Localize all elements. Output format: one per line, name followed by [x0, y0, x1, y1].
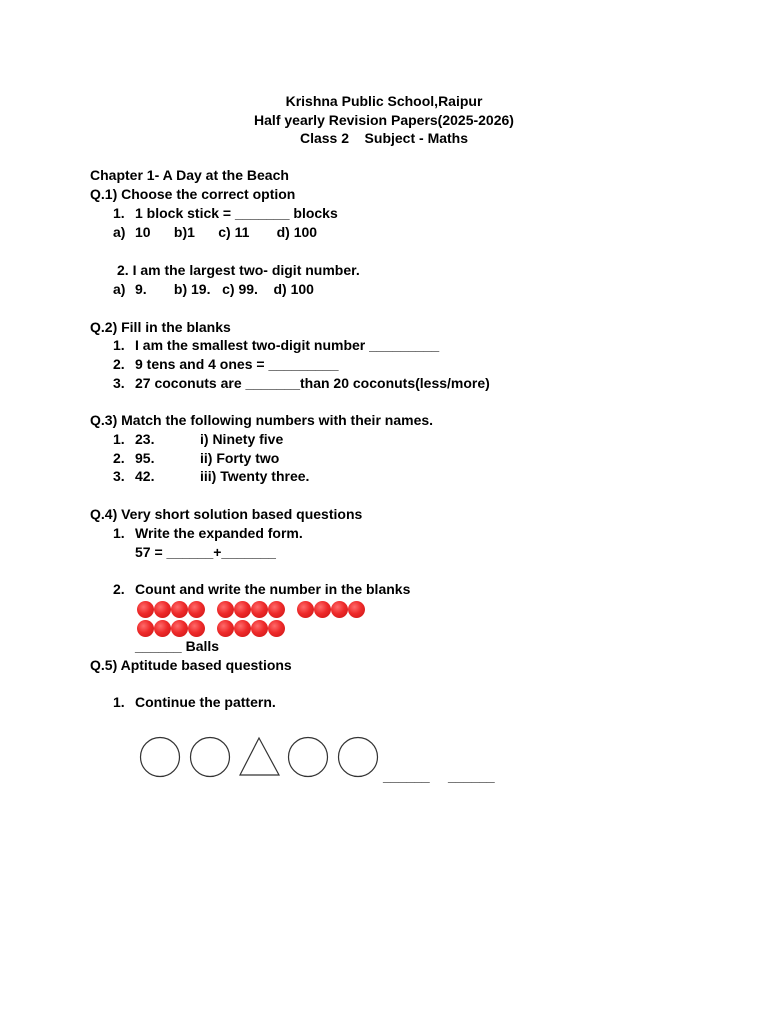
ball	[268, 620, 285, 637]
q2-item3-num: 3.	[113, 375, 125, 391]
circle-shape	[289, 738, 328, 777]
q1-item2-text: 2. I am the largest two- digit number.	[117, 262, 360, 278]
q3-item1-number: 23.	[135, 431, 155, 447]
ball	[348, 601, 365, 618]
ball	[234, 601, 251, 618]
ball	[188, 601, 205, 618]
ball	[217, 601, 234, 618]
balls-answer-line: ______ Balls	[135, 638, 220, 654]
q3-item3-name: iii) Twenty three.	[200, 468, 310, 484]
q4-expanded-form-line: 57 = ______+_______	[135, 544, 276, 560]
q3-item2-num: 2.	[113, 450, 125, 466]
q2-item2-num: 2.	[113, 356, 125, 372]
ball	[251, 601, 268, 618]
q3-item2-number: 95.	[135, 450, 155, 466]
q4-item2-num: 2.	[113, 581, 125, 597]
q1-options2-num: a)	[113, 281, 126, 297]
pattern-blank-1: ______	[383, 768, 430, 784]
circle-shape	[141, 738, 180, 777]
pattern-blank-2: ______	[448, 768, 495, 784]
ball	[331, 601, 348, 618]
ball	[171, 601, 188, 618]
school-name: Krishna Public School,Raipur	[285, 93, 483, 109]
q1-options1-num: a)	[113, 224, 126, 240]
q4-item1-num: 1.	[113, 525, 125, 541]
q3-item1-num: 1.	[113, 431, 125, 447]
q2-item2-text: 9 tens and 4 ones = _________	[135, 356, 339, 372]
q4-item1-text: Write the expanded form.	[135, 525, 303, 541]
q1-item1-text: 1 block stick = _______ blocks	[135, 205, 338, 221]
q4-item2-text: Count and write the number in the blanks	[135, 581, 411, 597]
q2-title: Q.2) Fill in the blanks	[90, 319, 231, 335]
q1-title: Q.1) Choose the correct option	[90, 186, 296, 202]
q5-item1-num: 1.	[113, 694, 125, 710]
q3-item3-number: 42.	[135, 468, 155, 484]
ball	[154, 620, 171, 637]
ball	[137, 620, 154, 637]
ball	[188, 620, 205, 637]
q3-item2-name: ii) Forty two	[200, 450, 280, 466]
q3-item1-name: i) Ninety five	[200, 431, 284, 447]
class-subject: Class 2 Subject - Maths	[299, 130, 469, 146]
q4-title: Q.4) Very short solution based questions	[90, 506, 363, 522]
q2-item1-text: I am the smallest two-digit number _________	[135, 337, 440, 353]
q1-options2-text: 9. b) 19. c) 99. d) 100	[135, 281, 314, 297]
q2-item3-text: 27 coconuts are _______than 20 coconuts(less/more)	[135, 375, 490, 391]
ball	[217, 620, 234, 637]
q1-options1-text: 10 b)1 c) 11 d) 100	[135, 224, 318, 240]
ball	[234, 620, 251, 637]
q3-item3-num: 3.	[113, 468, 125, 484]
shape-pattern	[130, 730, 390, 785]
q5-item1-text: Continue the pattern.	[135, 694, 276, 710]
q2-item1-num: 1.	[113, 337, 125, 353]
circle-shape	[339, 738, 378, 777]
q1-item1-num: 1.	[113, 205, 125, 221]
triangle-shape	[240, 738, 279, 775]
ball	[268, 601, 285, 618]
ball	[171, 620, 188, 637]
circle-shape	[191, 738, 230, 777]
ball	[297, 601, 314, 618]
paper-title: Half yearly Revision Papers(2025-2026)	[254, 112, 514, 128]
ball	[154, 601, 171, 618]
ball	[137, 601, 154, 618]
ball	[314, 601, 331, 618]
q3-title: Q.3) Match the following numbers with their names.	[90, 412, 434, 428]
q5-title: Q.5) Aptitude based questions	[90, 657, 292, 673]
ball	[251, 620, 268, 637]
chapter-title: Chapter 1- A Day at the Beach	[90, 167, 289, 183]
